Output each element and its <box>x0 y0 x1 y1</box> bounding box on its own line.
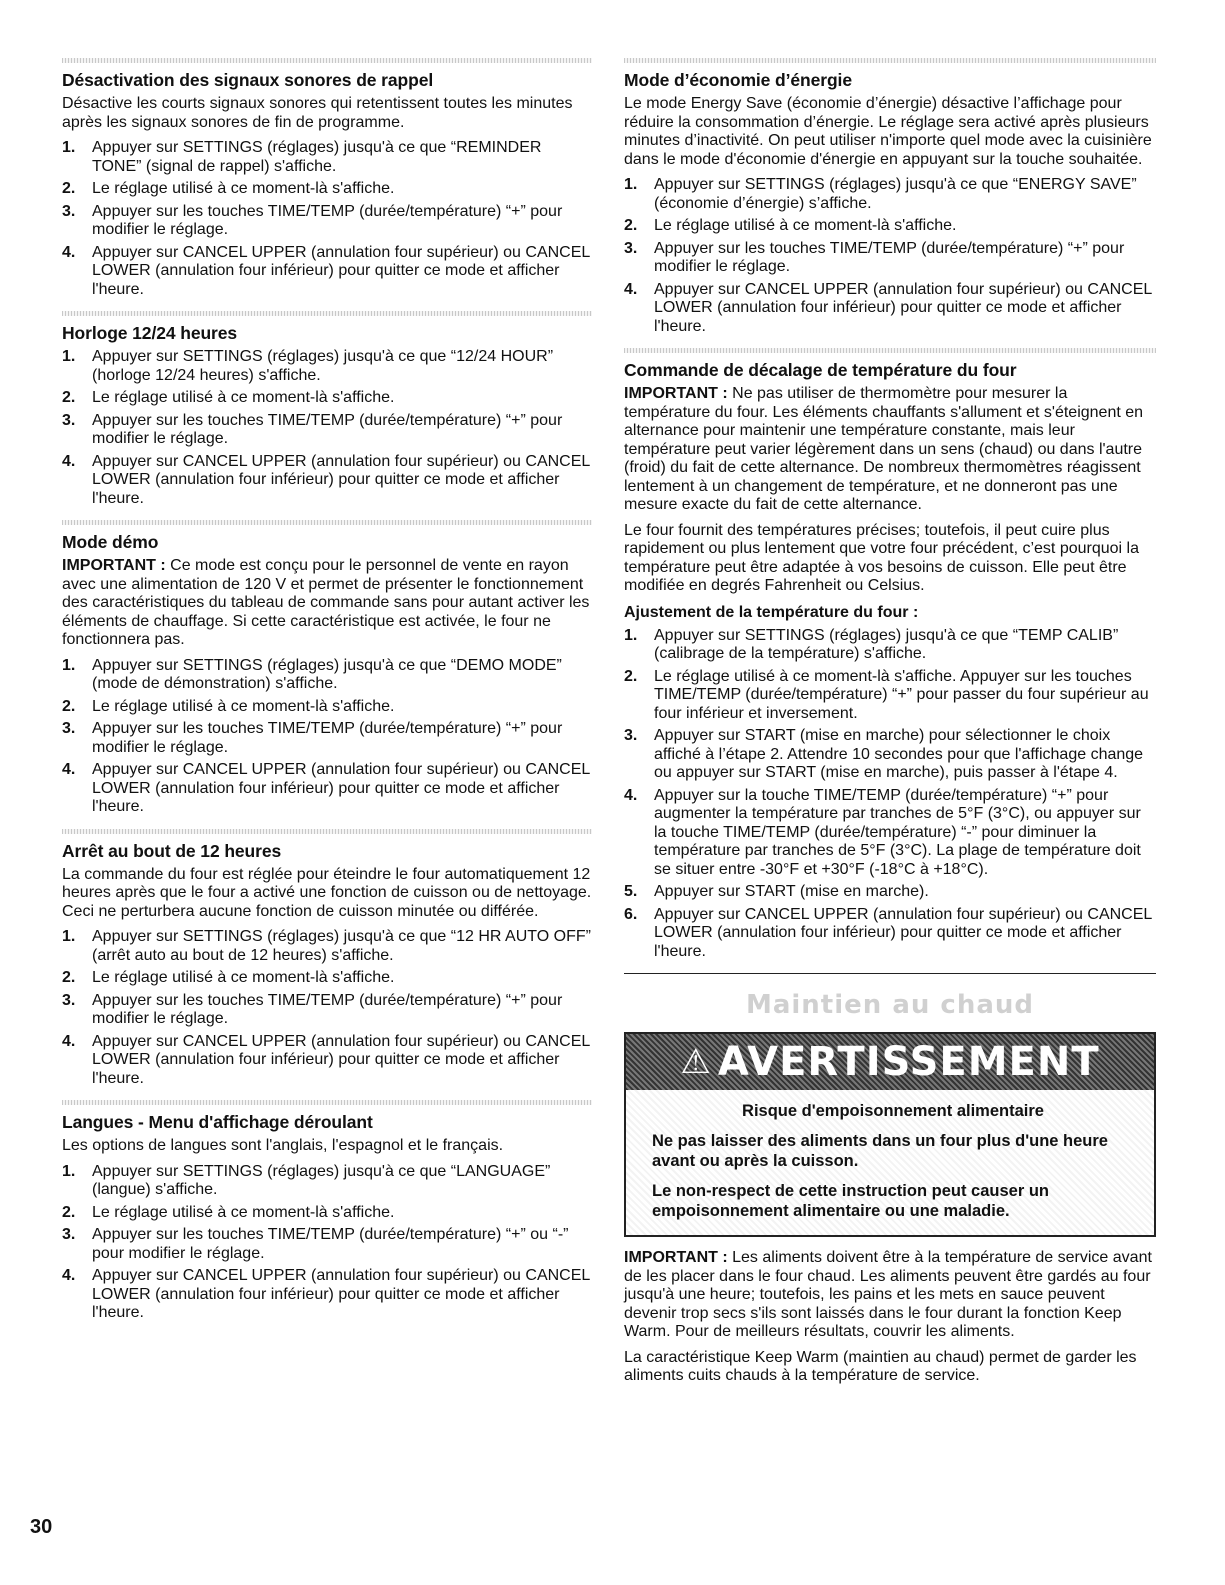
step-item <box>62 720 592 757</box>
step-text: Appuyer sur START (mise en marche) pour sélectionner le choix affiché à l’étape 2. Attendre 10 secondes pour que l'affichage change ou appuyer sur START (mise en marche), puis passer à l'étape 4. <box>654 727 1144 781</box>
step-text: Appuyer sur CANCEL UPPER (annulation four supérieur) ou CANCEL LOWER (annulation four inférieur) pour quitter ce mode et afficher l'heure. <box>92 761 590 815</box>
step-text: Appuyer sur les touches TIME/TEMP (durée/température) “+” pour modifier le réglage. <box>92 202 563 238</box>
important-note <box>624 1249 1156 1342</box>
warning-line: Ne pas laisser des aliments dans un four plus d'une heure avant ou après la cuisson. <box>652 1132 1108 1170</box>
clock-section <box>62 322 592 508</box>
step-text: Le réglage utilisé à ce moment-là s'affiche. <box>92 697 395 715</box>
step-text: Appuyer sur START (mise en marche). <box>654 883 929 900</box>
steps-list <box>624 176 1156 336</box>
demo-mode-section <box>62 531 592 817</box>
language-section <box>62 1111 592 1323</box>
step-text: Appuyer sur SETTINGS (réglages) jusqu'à ce que “TEMP CALIB” (calibrage de la température) s'affiche. <box>654 626 1119 662</box>
step-text: Appuyer sur les touches TIME/TEMP (durée/température) “+” pour modifier le réglage. <box>654 239 1125 275</box>
step-text: Appuyer sur SETTINGS (réglages) jusqu'à ce que “REMINDER TONE” (signal de rappel) s'affiche. <box>92 139 542 175</box>
steps-list <box>624 627 1156 962</box>
section-paragraph: La caractéristique Keep Warm (maintien au chaud) permet de garder les aliments cuits chauds à la température de service. <box>624 1348 1137 1384</box>
step-number: 4. <box>624 786 638 804</box>
step-item <box>62 412 592 449</box>
step-number: 3. <box>62 720 76 737</box>
step-item <box>62 389 592 408</box>
section-rule <box>624 973 1156 974</box>
step-item <box>62 453 592 509</box>
energy-save-section <box>624 69 1156 336</box>
step-item <box>62 1267 592 1323</box>
step-number: 3. <box>62 202 76 220</box>
step-text: Le réglage utilisé à ce moment-là s'affiche. <box>92 389 395 406</box>
important-label: IMPORTANT : <box>624 385 728 402</box>
step-number: 2. <box>62 1203 76 1221</box>
step-item <box>62 1226 592 1263</box>
step-text: Le réglage utilisé à ce moment-là s'affiche. <box>92 969 395 986</box>
step-text: Appuyer sur CANCEL UPPER (annulation four supérieur) ou CANCEL LOWER (annulation four inférieur) pour quitter ce mode et afficher l'heure. <box>92 1032 590 1087</box>
warning-banner-text: AVERTISSEMENT <box>717 1039 1100 1085</box>
step-number: 4. <box>624 280 638 298</box>
step-item <box>62 928 592 965</box>
reminder-tone-section <box>62 69 592 299</box>
section-divider <box>62 58 592 63</box>
warning-banner <box>626 1034 1154 1090</box>
section-divider <box>62 1100 592 1105</box>
left-column <box>62 58 592 1335</box>
step-number: 1. <box>62 928 76 945</box>
step-item <box>624 217 1156 236</box>
step-item <box>62 1163 592 1200</box>
step-number: 2. <box>62 389 76 406</box>
step-text: Appuyer sur SETTINGS (réglages) jusqu'à ce que “LANGUAGE” (langue) s'affiche. <box>92 1162 551 1198</box>
step-item <box>62 139 592 176</box>
step-text: Appuyer sur CANCEL UPPER (annulation four supérieur) ou CANCEL LOWER (annulation four inférieur) pour quitter ce mode et afficher l'heure. <box>654 905 1152 960</box>
warning-box <box>624 1032 1156 1237</box>
warning-line: Le non-respect de cette instruction peut causer un empoisonnement alimentaire ou une maladie. <box>652 1182 1049 1220</box>
section-divider <box>62 311 592 316</box>
step-number: 2. <box>62 697 76 715</box>
step-text: Appuyer sur CANCEL UPPER (annulation four supérieur) ou CANCEL LOWER (annulation four inférieur) pour quitter ce mode et afficher l'heure. <box>92 452 590 507</box>
step-number: 1. <box>624 626 638 644</box>
step-number: 3. <box>62 991 76 1009</box>
step-text: Appuyer sur les touches TIME/TEMP (durée/température) “+” pour modifier le réglage. <box>92 411 563 447</box>
step-text: Appuyer sur les touches TIME/TEMP (durée/température) “+” pour modifier le réglage. <box>92 991 563 1027</box>
step-text: Appuyer sur SETTINGS (réglages) jusqu'à ce que “DEMO MODE” (mode de démonstration) s'affiche. <box>92 656 562 692</box>
step-text: Appuyer sur SETTINGS (réglages) jusqu'à ce que “12 HR AUTO OFF” (arrêt auto au bout de 12 heures) s'affiche. <box>92 928 591 964</box>
section-title: Arrêt au bout de 12 heures <box>62 840 282 861</box>
steps-list <box>62 1163 592 1323</box>
step-number: 6. <box>624 905 638 923</box>
step-item <box>624 727 1156 783</box>
step-number: 2. <box>624 667 638 685</box>
section-title: Maintien au chaud <box>745 990 1035 1020</box>
step-number: 1. <box>62 139 76 156</box>
section-divider <box>62 829 592 834</box>
steps-list <box>62 139 592 299</box>
step-text: Appuyer sur SETTINGS (réglages) jusqu'à ce que “ENERGY SAVE” (économie d’énergie) s’affiche. <box>654 176 1137 212</box>
temp-offset-section <box>624 359 1156 961</box>
step-text: Appuyer sur SETTINGS (réglages) jusqu'à ce que “12/24 HOUR” (horloge 12/24 heures) s'affiche. <box>92 348 554 384</box>
page-number: 30 <box>30 1516 53 1538</box>
important-label: IMPORTANT : <box>62 557 166 574</box>
step-item <box>62 1033 592 1089</box>
section-title: Désactivation des signaux sonores de rappel <box>62 70 434 90</box>
step-number: 1. <box>62 348 76 365</box>
section-intro: La commande du four est réglée pour éteindre le four automatiquement 12 heures après que le four a activé une fonction de cuisson ou de nettoyage. Ceci ne perturbera aucune fonction de cuisson minutée ou différée. <box>62 865 592 920</box>
step-number: 1. <box>624 176 638 193</box>
step-item <box>624 787 1156 880</box>
step-text: Le réglage utilisé à ce moment-là s'affiche. <box>654 217 957 234</box>
step-number: 2. <box>624 217 638 234</box>
steps-list <box>62 657 592 817</box>
important-text: Les aliments doivent être à la température de service avant de les placer dans le four chaud. Les aliments peuvent être gardés au four jusqu'à une heure; toutefois, les pains et les mets en sauce peuvent devenir trop secs s'ils sont laissés dans le four durant la fonction Keep Warm. Pour de meilleurs résultats, couvrir les aliments. <box>624 1249 1152 1340</box>
step-number: 4. <box>62 452 76 470</box>
section-intro: Les options de langues sont l'anglais, l'espagnol et le français. <box>62 1137 504 1154</box>
section-divider <box>624 58 1156 63</box>
step-number: 4. <box>62 1267 76 1284</box>
important-text: Ce mode est conçu pour le personnel de vente en rayon avec une alimentation de 120 V et permet de présenter le fonctionnement des caractéristiques du tableau de commande sans pour autant activer les éléments de chauffage. Si cette caractéristique est activée, le four ne fonctionnera pas. <box>62 557 590 648</box>
step-number: 3. <box>62 1226 76 1243</box>
step-number: 3. <box>62 411 76 429</box>
section-title: Mode démo <box>62 532 159 552</box>
step-text: Appuyer sur CANCEL UPPER (annulation four supérieur) ou CANCEL LOWER (annulation four inférieur) pour quitter ce mode et afficher l'heure. <box>92 243 590 298</box>
step-item <box>62 969 592 988</box>
section-divider <box>62 520 592 525</box>
step-item <box>62 244 592 300</box>
section-title: Horloge 12/24 heures <box>62 323 238 343</box>
step-text: Appuyer sur CANCEL UPPER (annulation four supérieur) ou CANCEL LOWER (annulation four inférieur) pour quitter ce mode et afficher l'heure. <box>92 1267 590 1321</box>
auto-off-section <box>62 840 592 1089</box>
step-number: 4. <box>62 243 76 261</box>
section-divider <box>624 348 1156 353</box>
step-item <box>62 1204 592 1223</box>
step-number: 3. <box>624 727 638 744</box>
steps-list <box>62 348 592 508</box>
step-item <box>624 240 1156 277</box>
section-title: Commande de décalage de température du four <box>624 360 1017 380</box>
important-note <box>62 557 592 650</box>
step-number: 1. <box>62 1162 76 1180</box>
step-item <box>62 698 592 717</box>
step-item <box>624 668 1156 724</box>
step-number: 4. <box>62 1032 76 1050</box>
step-item <box>624 883 1156 902</box>
step-item <box>62 180 592 199</box>
step-number: 5. <box>624 883 638 900</box>
section-title: Langues - Menu d'affichage déroulant <box>62 1112 373 1132</box>
step-item <box>624 281 1156 337</box>
step-item <box>62 348 592 385</box>
step-text: Le réglage utilisé à ce moment-là s'affiche. <box>92 180 395 197</box>
step-item <box>62 761 592 817</box>
step-text: Le réglage utilisé à ce moment-là s'affiche. Appuyer sur les touches TIME/TEMP (durée/température) “+” pour passer du four supérieur au four inférieur et inversement. <box>654 667 1149 722</box>
step-number: 4. <box>62 761 76 778</box>
warning-triangle-icon: ⚠ <box>680 1042 712 1082</box>
important-text: Ne pas utiliser de thermomètre pour mesurer la température du four. Les éléments chauffants s'allument et s'éteignent en alternance pour maintenir une température constante, mais leur température peut varier légèrement dans un sens (chaud) ou dans l'autre (froid) du fait de cette alternance. De nombreux thermomètres réagissent lentement à un changement de température, et ne donneront pas une mesure exacte du fait de cette alternance. <box>624 385 1144 513</box>
step-item <box>62 992 592 1029</box>
step-item <box>624 906 1156 962</box>
important-note <box>624 385 1156 515</box>
step-number: 2. <box>62 180 76 197</box>
keep-warm-section <box>624 990 1156 1386</box>
warning-risk: Risque d'empoisonnement alimentaire <box>742 1102 1044 1120</box>
step-item <box>624 176 1156 213</box>
step-item <box>624 627 1156 664</box>
step-text: Appuyer sur CANCEL UPPER (annulation four supérieur) ou CANCEL LOWER (annulation four inférieur) pour quitter ce mode et afficher l'heure. <box>654 280 1152 335</box>
warning-body <box>626 1090 1154 1235</box>
step-text: Appuyer sur les touches TIME/TEMP (durée/température) “+” ou “-” pour modifier le réglage. <box>92 1226 569 1262</box>
step-text: Le réglage utilisé à ce moment-là s'affiche. <box>92 1203 395 1221</box>
step-text: Appuyer sur la touche TIME/TEMP (durée/température) “+” pour augmenter la température par tranches de 5°F (3°C), ou appuyer sur la touche TIME/TEMP (durée/température) “-” pour diminuer la température par tranches de 5°F (3°C). La plage de température doit se situer entre -30°F et +30°F (-18°C à +18°C). <box>654 786 1141 878</box>
step-item <box>62 657 592 694</box>
section-title: Mode d’économie d’énergie <box>624 70 852 90</box>
steps-list <box>62 928 592 1088</box>
right-column <box>624 58 1156 1398</box>
step-item <box>62 203 592 240</box>
subheading: Ajustement de la température du four : <box>624 603 919 621</box>
important-label: IMPORTANT : <box>624 1249 728 1266</box>
section-paragraph: Le four fournit des températures précises; toutefois, il peut cuire plus rapidement ou plus lentement que votre four précédent, c’est pourquoi la température peut être adaptée à vos besoins de cuisson. Elle peut être modifiée en degrés Fahrenheit ou Celsius. <box>624 521 1139 594</box>
step-number: 1. <box>62 656 76 674</box>
step-text: Appuyer sur les touches TIME/TEMP (durée/température) “+” pour modifier le réglage. <box>92 720 563 756</box>
step-number: 2. <box>62 969 76 986</box>
section-intro: Désactive les courts signaux sonores qui retentissent toutes les minutes après les signaux sonores de fin de programme. <box>62 95 573 131</box>
step-number: 3. <box>624 239 638 257</box>
section-intro: Le mode Energy Save (économie d’énergie) désactive l’affichage pour réduire la consommation d’énergie. Le réglage sera activé après plusieurs minutes d’inactivité. On peut utiliser n'importe quel mode avec la cuisinière dans le mode d'économie d'énergie en appuyant sur la touche souhaitée. <box>624 95 1152 168</box>
